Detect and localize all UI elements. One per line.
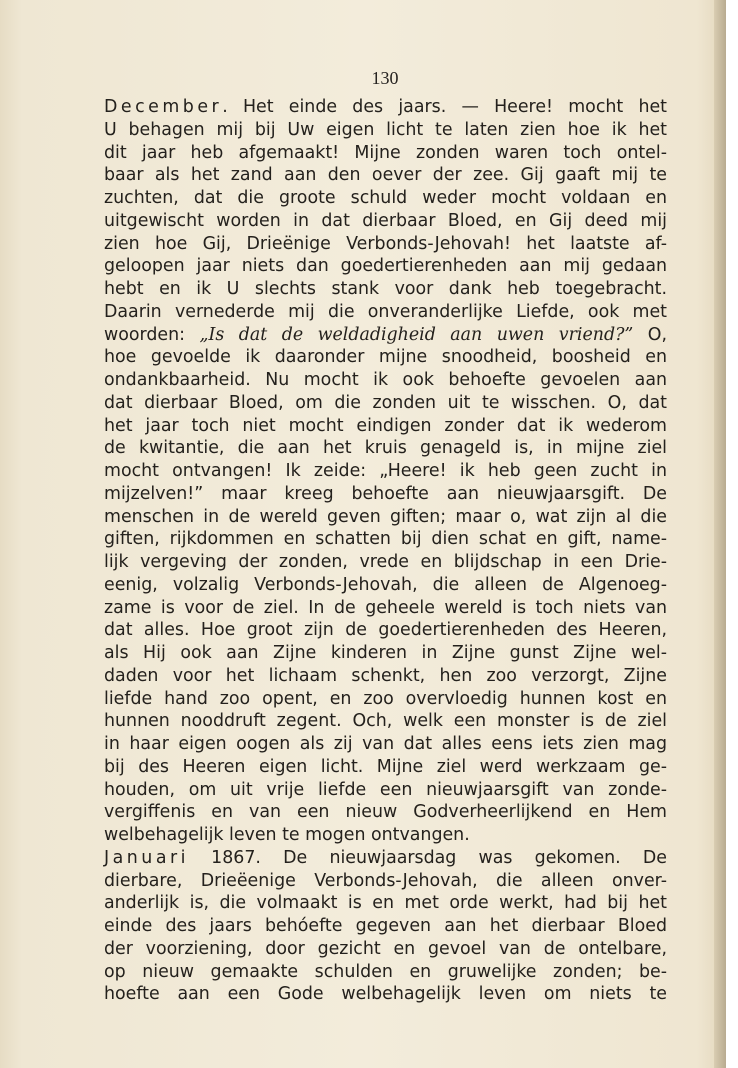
page-edge [714, 0, 726, 1068]
text-run: dat alles. Hoe groot zijn de goedertierenheden des Heeren, [104, 620, 667, 641]
text-line [104, 847, 667, 870]
text-run: giften, rijkdommen en schatten bij dien schat en gift, name- [104, 529, 667, 550]
text-line [104, 574, 667, 597]
text-line [104, 346, 667, 369]
text-run: mijzelven!” maar kreeg behoefte aan nieuwjaarsgift. De [104, 483, 667, 504]
body-text [104, 96, 667, 1006]
text-line [104, 756, 667, 779]
text-run: hoefte aan een Gode welbehagelijk leven om niets te [104, 984, 667, 1005]
text-line [104, 642, 667, 665]
text-line [104, 824, 667, 847]
text-run: lijk vergeving der zonden, vrede en blijdschap in een Drie- [104, 552, 667, 572]
text-line [104, 665, 667, 688]
text-line [104, 119, 667, 142]
text-line [104, 688, 667, 711]
text-line [104, 278, 667, 301]
text-line [104, 938, 667, 961]
text-line [104, 392, 667, 415]
text-line [104, 255, 667, 278]
text-run: zien hoe Gij, Drieënige Verbonds-Jehovah! het laatste af- [104, 233, 667, 254]
text-line [104, 961, 667, 984]
text-run: hunnen nooddruft zegent. Och, welk een monster is de ziel [104, 711, 667, 732]
text-run: de kwitantie, die aan het kruis genageld is, in mijne ziel [104, 438, 667, 459]
text-run: zuchten, dat die groote schuld weder mocht voldaan en [104, 188, 667, 208]
text-run: U behagen mij bij Uw eigen licht te laten zien hoe ik het [104, 119, 667, 140]
text-line [104, 710, 667, 733]
text-run: dat dierbaar Bloed, om die zonden uit te wisschen. O, dat [104, 392, 667, 413]
text-line [104, 506, 667, 529]
text-run: houden, om uit vrije liefde een nieuwjaarsgift van zonde- [104, 779, 667, 800]
text-line [104, 142, 667, 165]
text-line [104, 96, 667, 119]
text-run: eenig, volzalig Verbonds-Jehovah, die alleen de Algenoeg- [104, 574, 667, 595]
text-line [104, 233, 667, 256]
text-line [104, 779, 667, 802]
page-number: 130 [371, 68, 399, 88]
text-line [104, 528, 667, 551]
text-line [104, 483, 667, 506]
date-heading: Januari [104, 847, 189, 868]
text-run: daden voor het lichaam schenkt, hen zoo verzorgt, Zijne [104, 665, 667, 686]
text-line [104, 369, 667, 392]
italic-quote: „Is dat de weldadigheid aan uwen vriend?” [199, 324, 634, 345]
text-run: liefde hand zoo opent, en zoo overvloedig hunnen kost en [104, 688, 667, 709]
text-line [104, 733, 667, 756]
text-run: anderlijk is, die volmaakt is en met orde werkt, had bij het [104, 893, 667, 914]
text-run: ondankbaarheid. Nu mocht ik ook behoefte gevoelen aan [104, 370, 667, 390]
text-run: einde des jaars behóefte gegeven aan het dierbaar Bloed [104, 916, 667, 936]
text-run: dierbare, Drieëenige Verbonds-Jehovah, die alleen onver- [104, 870, 667, 891]
text-run: der voorziening, door gezicht en gevoel van de ontelbare, [104, 938, 667, 959]
text-line [104, 415, 667, 438]
text-line [104, 801, 667, 824]
text-line [104, 324, 667, 347]
text-run: hoe gevoelde ik daaronder mijne snoodheid, boosheid en [104, 347, 667, 368]
text-run: dit jaar heb afgemaakt! Mijne zonden waren toch ontel- [104, 142, 667, 163]
text-run: baar als het zand aan den oever der zee. Gij gaaft mij te [104, 165, 667, 186]
date-heading: December [104, 97, 223, 117]
text-line [104, 597, 667, 620]
text-line [104, 915, 667, 938]
text-run: bij des Heeren eigen licht. Mijne ziel werd werkzaam ge- [104, 756, 667, 777]
text-run: in haar eigen oogen als zij van dat alles eens iets zien mag [104, 734, 667, 754]
text-line [104, 551, 667, 574]
text-run: geloopen jaar niets dan goedertierenheden aan mij gedaan [104, 256, 667, 277]
text-line [104, 164, 667, 187]
text-line [104, 187, 667, 210]
text-line [104, 301, 667, 324]
text-run: . Het einde des jaars. — Heere! mocht het [222, 97, 667, 117]
text-run: mocht ontvangen! Ik zeide: „Heere! ik heb geen zucht in [104, 461, 667, 481]
text-run: vergiffenis en van een nieuw Godverheerlijkend en Hem [104, 802, 667, 823]
text-line [104, 619, 667, 642]
text-run: zame is voor de ziel. In de geheele wereld is toch niets van [104, 597, 667, 618]
text-line [104, 210, 667, 233]
text-run: het jaar toch niet mocht eindigen zonder dat ik wederom [104, 415, 667, 436]
text-line [104, 460, 667, 483]
text-line [104, 437, 667, 460]
text-run: woorden: [104, 324, 200, 345]
text-run: 1867. De nieuwjaarsdag was gekomen. De [188, 847, 667, 868]
text-line [104, 892, 667, 915]
text-run: welbehagelijk leven te mogen ontvangen. [104, 825, 470, 845]
text-run: hebt en ik U slechts stank voor dank heb toegebracht. [104, 279, 667, 299]
text-run: Daarin vernederde mij die onveranderlijke Liefde, ook met [104, 301, 667, 322]
text-line [104, 870, 667, 893]
text-line [104, 983, 667, 1006]
text-run: uitgewischt worden in dat dierbaar Bloed, en Gij deed mij [104, 210, 667, 231]
text-run: als Hij ook aan Zijne kinderen in Zijne gunst Zijne wel- [104, 643, 667, 663]
text-run: menschen in de wereld geven giften; maar o, wat zijn al die [104, 506, 667, 527]
text-run: O, [633, 324, 668, 345]
text-run: op nieuw gemaakte schulden en gruwelijke zonden; be- [104, 961, 667, 982]
